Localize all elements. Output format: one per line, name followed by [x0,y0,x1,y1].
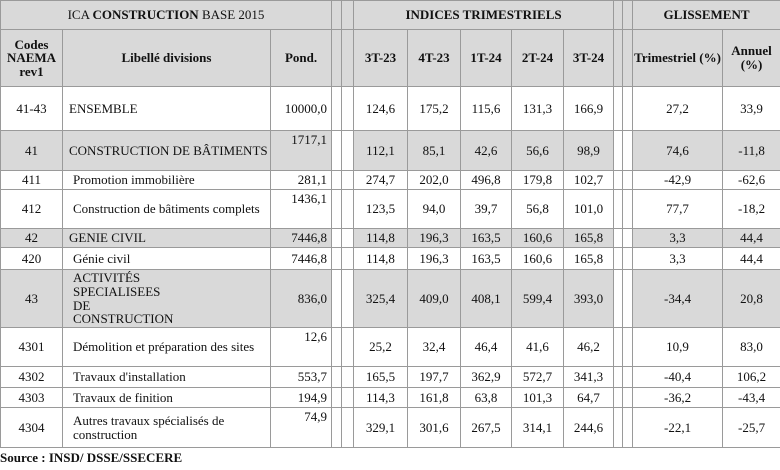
row-value: 301,6 [408,408,461,448]
row-trimestriel: 3,3 [633,229,723,248]
row-pond: 1717,1 [271,131,332,171]
row-code: 411 [1,171,63,190]
col-header-pond: Pond. [271,30,332,87]
row-code: 43 [1,270,63,328]
source-note: Source : INSD/ DSSE/SSECERE [0,450,183,465]
row-value: 163,5 [461,248,512,270]
row-annuel: -62,6 [723,171,780,190]
row-label: ACTIVITÉS SPECIALISEES DE CONSTRUCTION [63,270,271,328]
row-pond: 194,9 [271,388,332,408]
row-value: 32,4 [408,328,461,367]
table-row [1,328,780,367]
row-value: 341,3 [564,367,614,388]
row-label: CONSTRUCTION DE BÂTIMENTS [63,131,271,171]
row-pond: 10000,0 [271,87,332,131]
row-trimestriel: -40,4 [633,367,723,388]
row-value: 39,7 [461,190,512,229]
table-row [1,248,780,270]
row-value: 101,3 [512,388,564,408]
row-trimestriel: 27,2 [633,87,723,131]
row-value: 165,5 [354,367,408,388]
row-value: 112,1 [354,131,408,171]
col-header-q5: 3T-24 [564,30,614,87]
row-value: 244,6 [564,408,614,448]
table-row [1,270,780,328]
row-value: 131,3 [512,87,564,131]
row-pond: 12,6 [271,328,332,367]
table-row [1,131,780,171]
row-value: 114,8 [354,248,408,270]
row-value: 362,9 [461,367,512,388]
row-value: 325,4 [354,270,408,328]
row-value: 202,0 [408,171,461,190]
col-header-q1: 3T-23 [354,30,408,87]
table-row [1,171,780,190]
row-trimestriel: 10,9 [633,328,723,367]
col-header-trimestriel: Trimestriel (%) [633,30,723,87]
row-code: 42 [1,229,63,248]
table-title: ICA CONSTRUCTION BASE 2015 [1,1,332,30]
row-trimestriel: 3,3 [633,248,723,270]
row-value: 393,0 [564,270,614,328]
table-row [1,190,780,229]
row-trimestriel: 77,7 [633,190,723,229]
row-annuel: -18,2 [723,190,780,229]
row-value: 114,3 [354,388,408,408]
row-label: ENSEMBLE [63,87,271,131]
row-code: 412 [1,190,63,229]
row-value: 165,8 [564,229,614,248]
row-value: 196,3 [408,229,461,248]
row-label: Autres travaux spécialisés de construction [63,408,271,448]
row-value: 175,2 [408,87,461,131]
row-pond: 74,9 [271,408,332,448]
row-label: GENIE CIVIL [63,229,271,248]
row-trimestriel: -34,4 [633,270,723,328]
row-pond: 7446,8 [271,229,332,248]
row-value: 42,6 [461,131,512,171]
row-label: Génie civil [63,248,271,270]
row-value: 496,8 [461,171,512,190]
row-pond: 281,1 [271,171,332,190]
row-value: 46,2 [564,328,614,367]
table-row [1,367,780,388]
group-indices-header: INDICES TRIMESTRIELS [354,1,614,30]
table-row [1,87,780,131]
row-value: 56,6 [512,131,564,171]
row-value: 56,8 [512,190,564,229]
col-header-codes: Codes NAEMA rev1 [1,30,63,87]
row-annuel: 83,0 [723,328,780,367]
row-value: 179,8 [512,171,564,190]
row-annuel: -11,8 [723,131,780,171]
row-pond: 7446,8 [271,248,332,270]
row-value: 165,8 [564,248,614,270]
row-label: Construction de bâtiments complets [63,190,271,229]
row-code: 4304 [1,408,63,448]
row-value: 274,7 [354,171,408,190]
row-code: 4303 [1,388,63,408]
row-pond: 1436,1 [271,190,332,229]
row-value: 94,0 [408,190,461,229]
row-value: 64,7 [564,388,614,408]
row-value: 98,9 [564,131,614,171]
row-annuel: -25,7 [723,408,780,448]
row-annuel: 33,9 [723,87,780,131]
row-code: 41 [1,131,63,171]
table-row [1,229,780,248]
row-value: 41,6 [512,328,564,367]
row-value: 115,6 [461,87,512,131]
row-pond: 553,7 [271,367,332,388]
row-value: 314,1 [512,408,564,448]
row-value: 408,1 [461,270,512,328]
row-code: 4301 [1,328,63,367]
row-value: 329,1 [354,408,408,448]
table-title-row [1,1,780,30]
row-annuel: 44,4 [723,229,780,248]
row-annuel: 44,4 [723,248,780,270]
row-value: 25,2 [354,328,408,367]
row-value: 101,0 [564,190,614,229]
row-value: 572,7 [512,367,564,388]
row-annuel: 20,8 [723,270,780,328]
row-label: Travaux d'installation [63,367,271,388]
row-value: 85,1 [408,131,461,171]
row-value: 196,3 [408,248,461,270]
row-trimestriel: -22,1 [633,408,723,448]
row-value: 161,8 [408,388,461,408]
row-value: 124,6 [354,87,408,131]
row-trimestriel: -36,2 [633,388,723,408]
row-value: 599,4 [512,270,564,328]
group-glissement-header: GLISSEMENT [633,1,780,30]
row-value: 166,9 [564,87,614,131]
col-header-q4: 2T-24 [512,30,564,87]
col-header-q3: 1T-24 [461,30,512,87]
row-code: 41-43 [1,87,63,131]
row-code: 420 [1,248,63,270]
row-value: 46,4 [461,328,512,367]
row-value: 123,5 [354,190,408,229]
row-annuel: -43,4 [723,388,780,408]
row-value: 409,0 [408,270,461,328]
row-annuel: 106,2 [723,367,780,388]
column-header-row [1,30,780,87]
row-label: Démolition et préparation des sites [63,328,271,367]
table-row [1,388,780,408]
row-trimestriel: -42,9 [633,171,723,190]
row-value: 160,6 [512,248,564,270]
row-pond: 836,0 [271,270,332,328]
row-value: 102,7 [564,171,614,190]
row-label: Promotion immobilière [63,171,271,190]
col-header-annuel: Annuel (%) [723,30,780,87]
row-value: 163,5 [461,229,512,248]
row-label: Travaux de finition [63,388,271,408]
row-value: 160,6 [512,229,564,248]
row-value: 197,7 [408,367,461,388]
table-row [1,408,780,448]
row-value: 114,8 [354,229,408,248]
row-code: 4302 [1,367,63,388]
row-value: 63,8 [461,388,512,408]
row-trimestriel: 74,6 [633,131,723,171]
col-header-libelle: Libellé divisions [63,30,271,87]
row-value: 267,5 [461,408,512,448]
col-header-q2: 4T-23 [408,30,461,87]
